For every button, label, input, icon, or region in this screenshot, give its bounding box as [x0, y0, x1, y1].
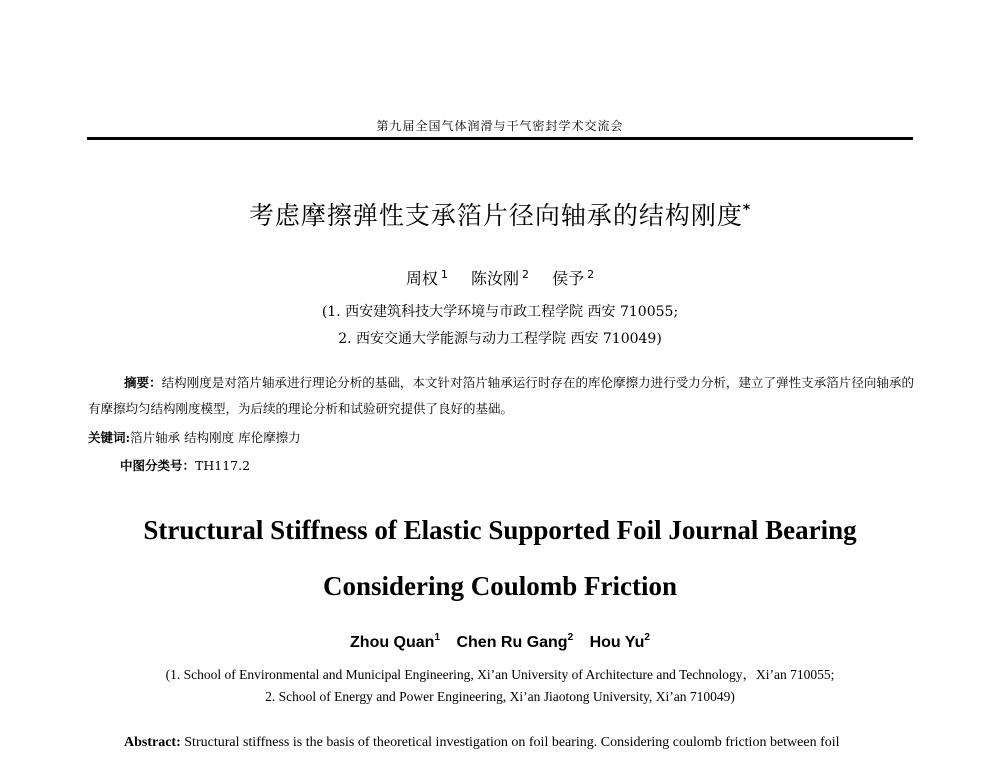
- chinese-title: [0, 196, 1000, 232]
- english-authors: [0, 632, 1000, 652]
- chinese-title-text: 考虑摩擦弹性支承箔片径向轴承的结构刚度: [248, 201, 743, 230]
- chinese-abstract: [88, 370, 914, 422]
- english-affiliation-1: (1. School of Environmental and Municipal Engineering, Xi’an University of Architecture and Technology，Xi’an 710055;: [165, 667, 835, 682]
- english-abstract: [88, 730, 914, 756]
- title-footnote-mark: *: [742, 202, 752, 218]
- abstract-text: Structural stiffness is the basis of theoretical investigation on foil bearing. Considering coulomb friction between foil: [180, 735, 840, 750]
- abstract-text: 结构刚度是对箔片轴承进行理论分析的基础，本文针对箔片轴承运行时存在的库伦摩擦力进行受力分析，建立了弹性支承箔片径向轴承的有摩擦均匀结构刚度模型，为后续的理论分析和试验研究提供了良好的基础。: [88, 375, 914, 416]
- author: 周权 $^1$: [405, 268, 448, 288]
- english-title-line-1: Structural Stiffness of Elastic Supported Foil Journal Bearing: [143, 515, 857, 545]
- running-header: 第九届全国气体润滑与干气密封学术交流会: [376, 119, 624, 133]
- chinese-affiliation-2: 2. 西安交通大学能源与动力工程学院 西安 710049): [338, 331, 662, 347]
- author: 侯予 $^2$: [552, 268, 595, 288]
- english-title-line-2: Considering Coulomb Friction: [322, 571, 678, 601]
- author: Zhou Quan$^1$: [350, 632, 441, 651]
- author: Hou Yu$^2$: [589, 632, 650, 651]
- abstract-label: 摘要：: [124, 375, 162, 390]
- chinese-keywords: [88, 428, 301, 446]
- classification-number: [120, 456, 250, 474]
- clc-code: TH117.2: [195, 458, 251, 473]
- keywords-text: 箔片轴承 结构刚度 库伦摩擦力: [130, 430, 301, 445]
- abstract-label: Abstract:: [124, 735, 181, 750]
- header-rule: [87, 137, 913, 140]
- english-affiliation-2: 2. School of Energy and Power Engineering, Xi’an Jiaotong University, Xi’an 710049): [265, 689, 735, 704]
- chinese-affiliation-1: (1. 西安建筑科技大学环境与市政工程学院 西安 710055;: [321, 304, 679, 320]
- chinese-authors: [0, 266, 1000, 289]
- author: Chen Ru Gang$^2$: [456, 632, 574, 651]
- keywords-label: 关键词:: [88, 430, 131, 445]
- author: 陈汝刚 $^2$: [470, 268, 529, 288]
- clc-label: 中图分类号：: [120, 458, 196, 473]
